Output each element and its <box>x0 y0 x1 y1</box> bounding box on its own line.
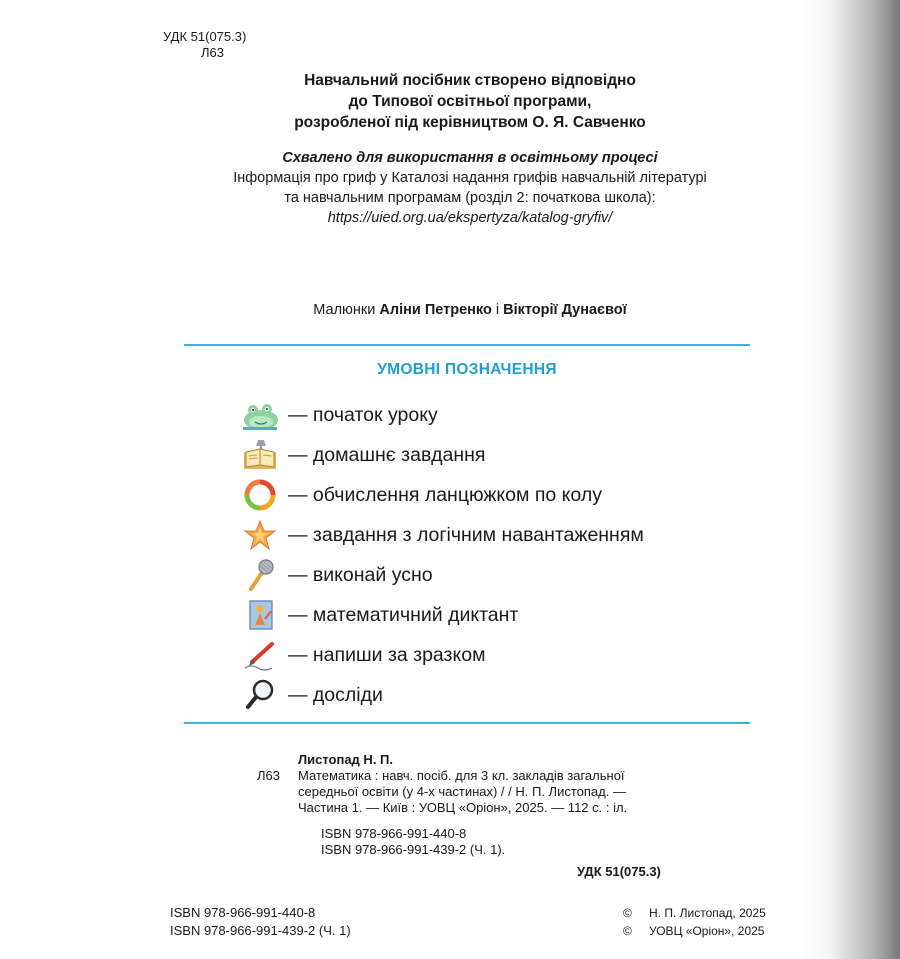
catalog-code: Л63 <box>257 768 280 783</box>
dictation-card-icon <box>238 597 282 633</box>
legend-item <box>238 555 644 595</box>
illustrations-conj: і <box>495 302 500 318</box>
approval-heading: Схвалено для використання в освітньому процесі <box>282 150 658 166</box>
catalog-isbn-1: ISBN 978-966-991-440-8 <box>321 826 467 841</box>
illustrations-prefix: Малюнки <box>313 302 376 318</box>
legend-text: — домашнє завдання <box>288 443 486 466</box>
legend-top-rule <box>184 344 750 346</box>
catalog-author: Листопад Н. П. <box>298 752 393 767</box>
legend-item <box>238 595 644 635</box>
illustrations-credit <box>180 302 760 318</box>
copyright-line <box>623 922 766 940</box>
legend-bottom-rule <box>184 722 750 724</box>
approval-url[interactable]: https://uied.org.ua/ekspertyza/katalog-gryfiv/ <box>327 210 613 226</box>
program-line-1: Навчальний посібник створено відповідно <box>304 72 636 89</box>
approval-info-line-2: та навчальним програмам (розділ 2: початкова школа): <box>284 190 656 206</box>
legend-text: — математичний диктант <box>288 603 519 626</box>
pen-write-icon <box>238 637 282 673</box>
program-statement <box>180 70 760 133</box>
illustrator-2: Вікторії Дунаєвої <box>503 302 627 318</box>
footer-isbn <box>170 904 351 940</box>
legend-item <box>238 635 644 675</box>
star-icon <box>238 517 282 553</box>
approval-block <box>180 148 760 228</box>
copyright-line <box>623 904 766 922</box>
catalog-isbn-2: ISBN 978-966-991-439-2 (Ч. 1). <box>321 842 506 857</box>
copyright-symbol: © <box>623 924 632 938</box>
legend-title: УМОВНІ ПОЗНАЧЕННЯ <box>377 361 557 378</box>
legend-text: — виконай усно <box>288 563 433 586</box>
copyright-block <box>623 904 766 940</box>
legend-item <box>238 475 644 515</box>
legend-text: — завдання з логічним навантаженням <box>288 523 644 546</box>
legend-item <box>238 395 644 435</box>
author-index: Л63 <box>201 45 224 60</box>
copyright-text: УОВЦ «Оріон», 2025 <box>649 924 765 938</box>
udc-code: УДК 51(075.3) <box>163 29 247 44</box>
footer-isbn-1: ISBN 978-966-991-440-8 <box>170 905 316 920</box>
legend-text: — обчислення ланцюжком по колу <box>288 483 602 506</box>
legend-text: — досліди <box>288 683 383 706</box>
magnifier-icon <box>238 677 282 713</box>
program-line-3: розробленої під керівництвом О. Я. Савченко <box>294 114 646 131</box>
legend-item <box>238 675 644 715</box>
frog-icon <box>238 397 282 433</box>
approval-info-line-1: Інформація про гриф у Каталозі надання грифів навчальній літературі <box>233 170 707 186</box>
catalog-entry <box>257 768 697 816</box>
microphone-icon <box>238 557 282 593</box>
catalog-description: Математика : навч. посіб. для 3 кл. закладів загальної середньої освіти (у 4-х частинах) / / Н. П. Листопад. — Частина 1. — Київ : УОВЦ «Оріон», 2025. — 112 с. : іл. <box>298 768 628 815</box>
illustrator-1: Аліни Петренко <box>379 302 492 318</box>
page-edge-shadow <box>800 0 900 959</box>
udc-header <box>163 29 246 61</box>
catalog-card <box>257 752 697 858</box>
legend-item <box>238 435 644 475</box>
copyright-symbol: © <box>623 906 632 920</box>
homework-book-icon <box>238 437 282 473</box>
circle-chain-icon <box>238 477 282 513</box>
legend-text: — початок уроку <box>288 403 438 426</box>
udc-footer-code: УДК 51(075.3) <box>577 864 661 879</box>
legend-list <box>238 395 644 715</box>
program-line-2: до Типової освітньої програми, <box>348 93 592 110</box>
footer-isbn-2: ISBN 978-966-991-439-2 (Ч. 1) <box>170 923 351 938</box>
legend-text: — напиши за зразком <box>288 643 486 666</box>
copyright-text: Н. П. Листопад, 2025 <box>649 906 766 920</box>
legend-item <box>238 515 644 555</box>
